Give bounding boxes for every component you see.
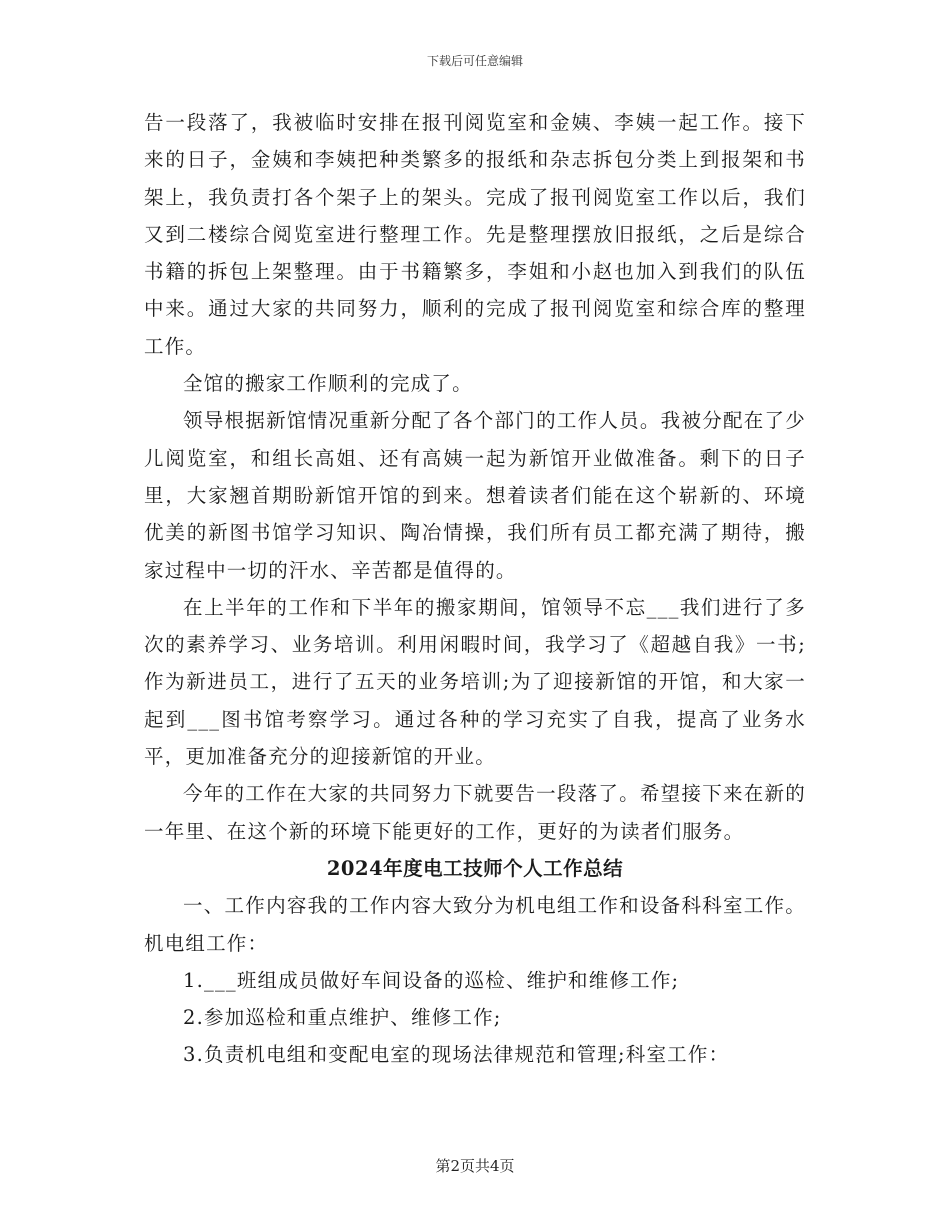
list-item-2: 2.参加巡检和重点维护、维修工作; <box>183 1006 502 1030</box>
section-title: 2024年度电工技师个人工作总结 <box>326 856 624 880</box>
paragraph-6: 一、工作内容我的工作内容大致分为机电组工作和设备科科室工作。机电组工作： <box>144 894 806 955</box>
paragraph-5: 今年的工作在大家的共同努力下就要告一段落了。希望接下来在新的一年里、在这个新的环境下能更好的工作，更好的为读者们服务。 <box>144 782 806 843</box>
document-body <box>144 104 806 1074</box>
paragraph-1: 告一段落了，我被临时安排在报刊阅览室和金姨、李姨一起工作。接下来的日子，金姨和李姨把种类繁多的报纸和杂志拆包分类上到报架和书架上，我负责打各个架子上的架头。完成了报刊阅览室工作以后，我们又到二楼综合阅览室进行整理工作。先是整理摆放旧报纸，之后是综合书籍的拆包上架整理。由于书籍繁多，李姐和小赵也加入到我们的队伍中来。通过大家的共同努力，顺利的完成了报刊阅览室和综合库的整理工作。 <box>144 111 806 358</box>
paragraph-3: 领导根据新馆情况重新分配了各个部门的工作人员。我被分配在了少儿阅览室，和组长高姐、还有高姨一起为新馆开业做准备。剩下的日子里，大家翘首期盼新馆开馆的到来。想着读者们能在这个崭新的、环境优美的新图书馆学习知识、陶冶情操，我们所有员工都充满了期待，搬家过程中一切的汗水、辛苦都是值得的。 <box>144 409 806 582</box>
paragraph-2: 全馆的搬家工作顺利的完成了。 <box>183 372 473 396</box>
list-item-1: 1.___班组成员做好车间设备的巡检、维护和维修工作; <box>183 968 680 992</box>
paragraph-4: 在上半年的工作和下半年的搬家期间，馆领导不忘___我们进行了多次的素养学习、业务培训。利用闲暇时间，我学习了《超越自我》一书;作为新进员工，进行了五天的业务培训;为了迎接新馆的开馆，和大家一起到___图书馆考察学习。通过各种的学习充实了自我，提高了业务水平，更加准备充分的迎接新馆的开业。 <box>144 595 806 769</box>
page-indicator: 第2页共4页 <box>435 1157 515 1175</box>
list-item-3: 3.负责机电组和变配电室的现场法律规范和管理;科室工作： <box>183 1043 730 1067</box>
header-note: 下载后可任意编辑 <box>426 54 523 68</box>
